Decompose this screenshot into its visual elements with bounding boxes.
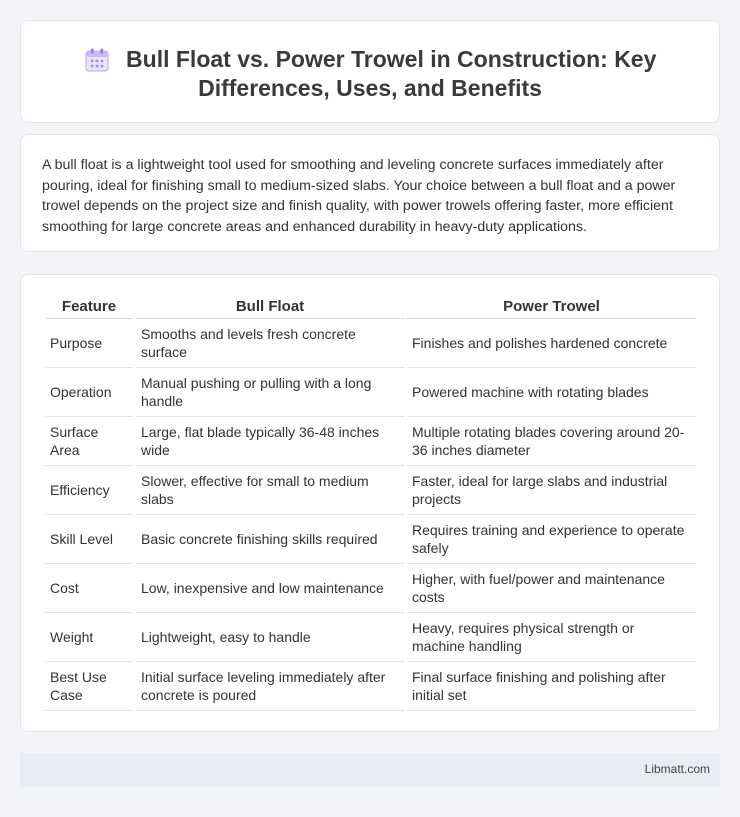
calendar-icon [84, 47, 110, 73]
bull-float-cell: Smooths and levels fresh concrete surface [136, 319, 404, 368]
header-power-trowel: Power Trowel [407, 297, 696, 319]
bull-float-cell: Large, flat blade typically 36-48 inches wide [136, 417, 404, 466]
bull-float-cell: Initial surface leveling immediately after concrete is poured [136, 662, 404, 711]
footer [20, 753, 720, 787]
title-card [20, 20, 720, 123]
power-trowel-cell: Faster, ideal for large slabs and industrial projects [407, 466, 696, 515]
footer-site-link[interactable]: Libmatt.com [644, 762, 710, 776]
table-row [45, 319, 696, 368]
table-row [45, 515, 696, 564]
header-feature: Feature [45, 297, 133, 319]
intro-card [20, 134, 720, 252]
feature-cell: Weight [45, 613, 133, 662]
comparison-table [42, 297, 699, 711]
power-trowel-cell: Higher, with fuel/power and maintenance costs [407, 564, 696, 613]
feature-cell: Efficiency [45, 466, 133, 515]
power-trowel-cell: Requires training and experience to operate safely [407, 515, 696, 564]
bull-float-cell: Basic concrete finishing skills required [136, 515, 404, 564]
power-trowel-cell: Finishes and polishes hardened concrete [407, 319, 696, 368]
header-bull-float: Bull Float [136, 297, 404, 319]
feature-cell: Best Use Case [45, 662, 133, 711]
feature-cell: Skill Level [45, 515, 133, 564]
feature-cell: Surface Area [45, 417, 133, 466]
table-row [45, 368, 696, 417]
table-row [45, 613, 696, 662]
bull-float-cell: Manual pushing or pulling with a long handle [136, 368, 404, 417]
table-header-row [45, 297, 696, 319]
table-row [45, 417, 696, 466]
feature-cell: Purpose [45, 319, 133, 368]
power-trowel-cell: Powered machine with rotating blades [407, 368, 696, 417]
bull-float-cell: Slower, effective for small to medium slabs [136, 466, 404, 515]
page-title: Bull Float vs. Power Trowel in Construction: Key Differences, Uses, and Benefits [126, 46, 657, 101]
table-row [45, 564, 696, 613]
bull-float-cell: Lightweight, easy to handle [136, 613, 404, 662]
comparison-table-card [20, 274, 720, 732]
power-trowel-cell: Heavy, requires physical strength or machine handling [407, 613, 696, 662]
feature-cell: Operation [45, 368, 133, 417]
title-wrap [21, 45, 719, 103]
table-row [45, 466, 696, 515]
power-trowel-cell: Final surface finishing and polishing after initial set [407, 662, 696, 711]
intro-paragraph: A bull float is a lightweight tool used for smoothing and leveling concrete surfaces immediately after pouring, ideal for finishing small to medium-sized slabs. Your choice between a bull float and a power trowel depends on the project size and finish quality, with power trowels offering faster, more efficient smoothing for large concrete areas and enhanced durability in heavy-duty applications. [42, 157, 676, 235]
table-row [45, 662, 696, 711]
feature-cell: Cost [45, 564, 133, 613]
bull-float-cell: Low, inexpensive and low maintenance [136, 564, 404, 613]
power-trowel-cell: Multiple rotating blades covering around 20-36 inches diameter [407, 417, 696, 466]
